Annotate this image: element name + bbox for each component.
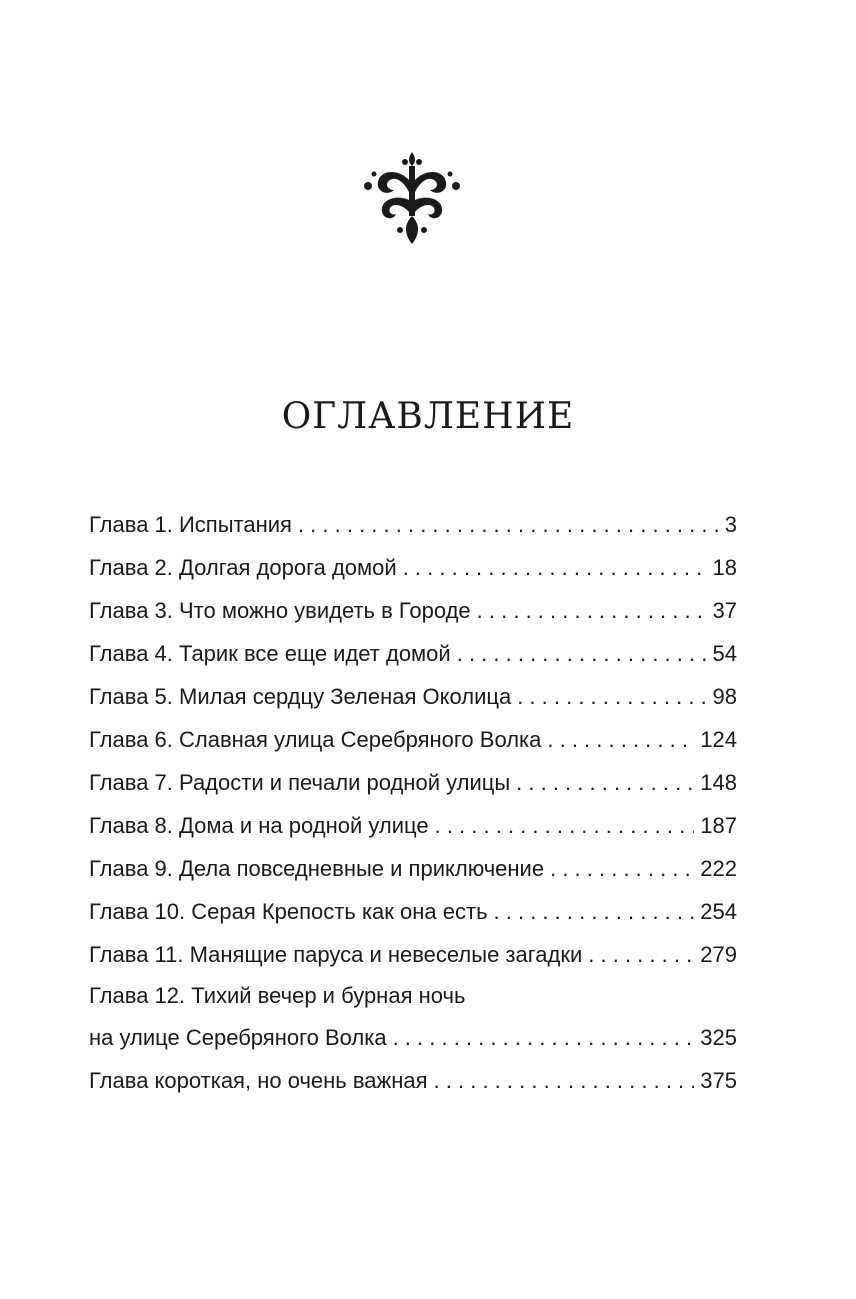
toc-entry-page: 148 (700, 770, 737, 795)
toc-entry-label: Глава 2. Долгая дорога домой (89, 555, 397, 580)
toc-entry-label: Глава 4. Тарик все еще идет домой (89, 641, 451, 666)
toc-entry[interactable] (89, 1059, 737, 1102)
toc-entry[interactable] (89, 761, 737, 804)
toc-entry[interactable] (89, 890, 737, 933)
dot-leader (547, 718, 694, 761)
toc-entry-page: 187 (700, 813, 737, 838)
toc-entry[interactable] (89, 589, 737, 632)
toc-entry-label: Глава 9. Дела повседневные и приключение (89, 856, 545, 881)
dot-leader (403, 546, 707, 589)
toc-entry-page: 279 (700, 942, 737, 967)
toc-entry[interactable] (89, 503, 737, 546)
table-of-contents (89, 503, 737, 1102)
toc-entry-label: Глава 10. Серая Крепость как она есть (89, 899, 488, 924)
toc-entry-page: 37 (712, 598, 737, 623)
toc-entry[interactable] (89, 632, 737, 675)
toc-entry-page: 325 (700, 1025, 737, 1050)
toc-entry[interactable] (89, 804, 737, 847)
toc-entry-label: Глава 8. Дома и на родной улице (89, 813, 429, 838)
toc-entry-page: 54 (712, 641, 737, 666)
toc-entry-page: 375 (700, 1068, 737, 1093)
page-title: ОГЛАВЛЕНИЕ (281, 396, 575, 437)
toc-entry-label-line2: на улице Серебряного Волка (89, 1025, 387, 1050)
toc-entry-label: Глава 11. Манящие паруса и невеселые загадки (89, 942, 583, 967)
toc-entry-label: Глава 6. Славная улица Серебряного Волка (89, 727, 542, 752)
toc-entry-second-line (89, 1016, 737, 1059)
dot-leader (550, 847, 694, 890)
toc-entry[interactable] (89, 675, 737, 718)
dot-leader (434, 1059, 695, 1102)
toc-entry-label: Глава 3. Что можно увидеть в Городе (89, 598, 471, 623)
dot-leader (516, 761, 694, 804)
dot-leader (298, 503, 719, 546)
dot-leader (457, 632, 707, 675)
toc-entry-label: Глава короткая, но очень важная (89, 1068, 428, 1093)
dot-leader (517, 675, 706, 718)
toc-entry[interactable] (89, 933, 737, 976)
dot-leader (477, 589, 707, 632)
toc-entry-label: Глава 1. Испытания (89, 512, 292, 537)
dot-leader (393, 1016, 695, 1059)
toc-entry-label: Глава 7. Радости и печали родной улицы (89, 770, 511, 795)
toc-entry[interactable] (89, 546, 737, 589)
dot-leader (494, 890, 695, 933)
toc-entry[interactable] (89, 847, 737, 890)
dot-leader (435, 804, 695, 847)
toc-entry-label: Глава 5. Милая сердцу Зеленая Околица (89, 684, 512, 709)
toc-entry[interactable] (89, 976, 737, 1059)
toc-entry-page: 254 (700, 899, 737, 924)
floral-ornament-icon (358, 150, 466, 246)
toc-entry-label-line1: Глава 12. Тихий вечер и бурная ночь (89, 983, 466, 1008)
toc-entry-page: 124 (700, 727, 737, 752)
toc-entry-page: 98 (712, 684, 737, 709)
dot-leader (588, 933, 694, 976)
toc-entry[interactable] (89, 718, 737, 761)
toc-entry-page: 3 (724, 512, 737, 537)
toc-entry-page: 18 (712, 555, 737, 580)
toc-entry-page: 222 (700, 856, 737, 881)
